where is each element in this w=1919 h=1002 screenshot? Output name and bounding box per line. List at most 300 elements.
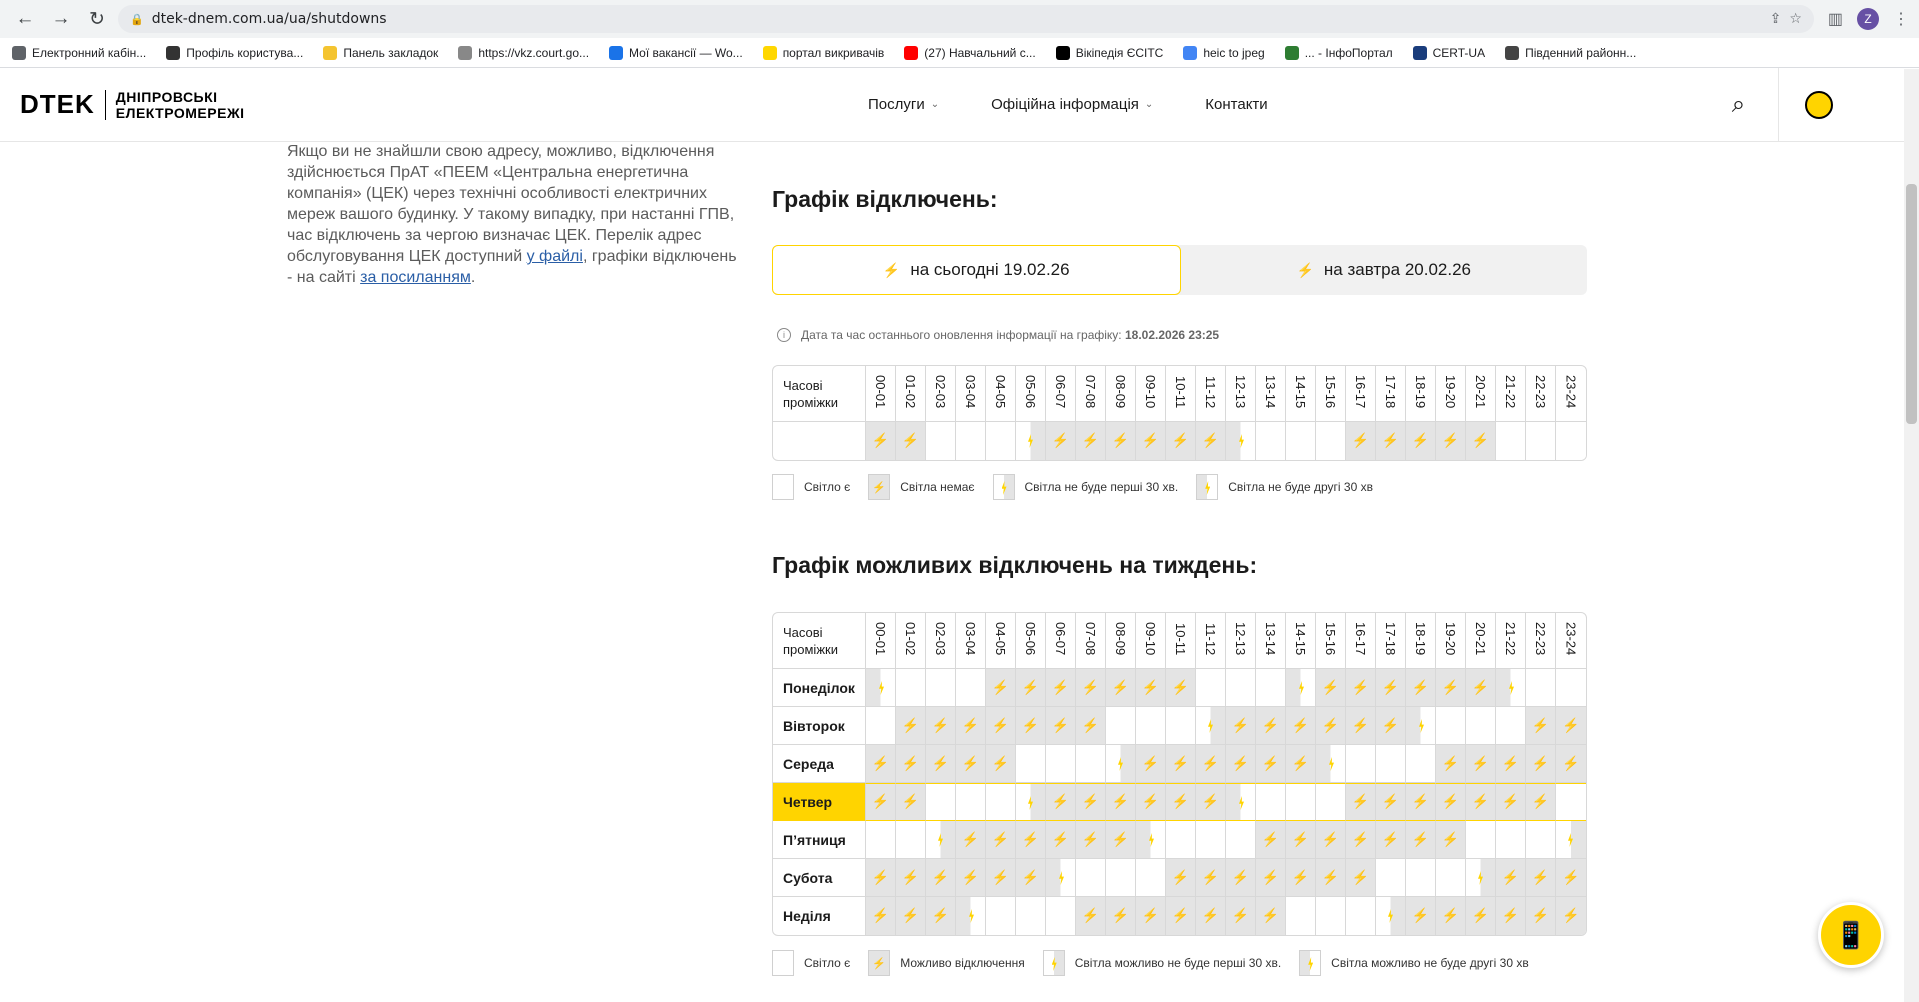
hour-header	[1526, 613, 1556, 669]
slot-power-off	[1136, 422, 1166, 460]
legend-swatch: ⚡	[868, 474, 890, 500]
legend-swatch	[1043, 950, 1065, 976]
slot-power-on	[1346, 897, 1376, 935]
slot-power-off	[1286, 707, 1316, 745]
hour-header	[1196, 366, 1226, 422]
bookmark-label: Мої вакансії — Wo...	[629, 45, 743, 60]
power-off-icon: ⚡	[1081, 432, 1100, 448]
partial-outage-icon	[969, 909, 974, 923]
slot-power-on	[1526, 821, 1556, 859]
power-off-icon: ⚡	[1021, 716, 1040, 733]
sidepanel-icon[interactable]: ▥	[1827, 11, 1843, 28]
power-off-icon: ⚡	[1201, 793, 1220, 809]
menu-dots-icon[interactable]: ⋮	[1893, 11, 1909, 28]
power-off-icon: ⚡	[1381, 678, 1400, 695]
scrollbar-thumb[interactable]	[1906, 184, 1917, 424]
hour-header	[1556, 366, 1586, 422]
slot-power-off	[1436, 897, 1466, 935]
logo-divider	[105, 90, 106, 120]
weekly-schedule-table	[772, 612, 1587, 936]
bookmark-favicon-icon	[323, 46, 337, 60]
reload-icon[interactable]: ↻	[89, 8, 105, 30]
hour-header	[866, 366, 896, 422]
hour-header	[1166, 613, 1196, 669]
partial-outage-icon	[1308, 957, 1313, 971]
hour-header	[1346, 366, 1376, 422]
hour-label: 04-05	[993, 375, 1008, 409]
slot-off-second-half	[1136, 821, 1166, 859]
chat-support-button[interactable]	[1818, 902, 1884, 968]
power-off-icon: ⚡	[1531, 907, 1550, 923]
slot-power-off	[1166, 669, 1196, 707]
power-off-icon: ⚡	[871, 754, 890, 771]
partial-outage-icon	[1299, 681, 1304, 695]
slot-power-off	[1286, 859, 1316, 897]
power-off-icon: ⚡	[901, 793, 920, 809]
bookmark-favicon-icon	[1056, 46, 1070, 60]
bookmark-label: CERT-UA	[1432, 45, 1486, 60]
power-off-icon: ⚡	[1321, 868, 1340, 885]
slot-power-off	[1406, 821, 1436, 859]
power-off-icon: ⚡	[1141, 907, 1160, 923]
hour-header	[926, 366, 956, 422]
bookmark-label: Вікіпедія ЄСІТС	[1075, 45, 1164, 60]
slot-power-on	[1466, 821, 1496, 859]
slot-power-on	[1406, 745, 1436, 783]
bookmark-item[interactable]	[323, 46, 438, 60]
power-off-icon: ⚡	[1562, 868, 1580, 885]
slot-power-off	[986, 669, 1016, 707]
slot-power-on	[986, 897, 1016, 935]
slot-power-off	[1496, 897, 1526, 935]
schedule-title: Графік відключень:	[772, 186, 998, 212]
legend-label: Світло є	[804, 956, 851, 970]
bookmark-item[interactable]	[1505, 46, 1636, 60]
hour-header	[1256, 613, 1286, 669]
bookmark-item[interactable]	[458, 46, 589, 60]
power-off-icon: ⚡	[871, 907, 890, 923]
power-off-icon: ⚡	[1531, 868, 1550, 885]
slot-power-on	[1256, 783, 1286, 821]
slot-power-off	[896, 897, 926, 935]
slot-power-on	[1196, 669, 1226, 707]
hour-label: 18-19	[1413, 375, 1428, 409]
hour-label: 07-08	[1083, 375, 1098, 409]
slot-power-off	[1406, 783, 1436, 821]
power-off-icon: ⚡	[1231, 716, 1250, 733]
slot-power-off	[926, 897, 956, 935]
hour-label: 11-12	[1203, 375, 1218, 409]
legend-label: Світла можливо не буде перші 30 хв.	[1074, 956, 1282, 970]
tab-today[interactable]	[772, 245, 1181, 295]
today-schedule-table	[772, 365, 1587, 461]
legend-swatch	[772, 474, 794, 500]
bookmark-item[interactable]	[166, 46, 303, 60]
power-off-icon: ⚡	[1411, 678, 1430, 695]
back-icon[interactable]: ←	[15, 8, 35, 29]
slot-power-off	[1286, 821, 1316, 859]
bookmark-favicon-icon	[609, 46, 623, 60]
hour-label: 23-24	[1563, 622, 1579, 656]
power-off-icon: ⚡	[1321, 678, 1340, 695]
slot-power-off	[1016, 669, 1046, 707]
slot-power-off	[1196, 859, 1226, 897]
slot-off-second-half	[866, 669, 896, 707]
search-icon[interactable]: ⌕	[1699, 68, 1779, 142]
forward-icon[interactable]: →	[51, 8, 71, 29]
slot-power-on	[1316, 783, 1346, 821]
hour-label: 13-14	[1263, 375, 1278, 409]
slot-power-off	[1286, 745, 1316, 783]
day-row	[773, 859, 1586, 897]
slot-power-off	[1046, 821, 1076, 859]
row-label-empty	[773, 422, 866, 460]
slot-power-off	[956, 821, 986, 859]
slot-power-off	[1076, 783, 1106, 821]
slot-power-off	[1046, 669, 1076, 707]
hour-header	[1016, 613, 1046, 669]
slot-off-second-half	[1496, 669, 1526, 707]
slot-power-on	[1016, 897, 1046, 935]
hour-header	[956, 366, 986, 422]
slot-power-off	[1226, 745, 1256, 783]
slot-power-on	[956, 422, 986, 460]
slot-power-on	[1496, 821, 1526, 859]
power-off-icon: ⚡	[1381, 830, 1400, 847]
bookmark-item[interactable]	[1056, 46, 1164, 60]
bookmark-favicon-icon	[904, 46, 918, 60]
hour-label: 02-03	[933, 622, 948, 656]
menu-official-info[interactable]	[991, 96, 1153, 113]
slot-power-off	[866, 745, 896, 783]
slot-power-off	[1436, 783, 1466, 821]
slot-power-on	[896, 669, 926, 707]
hour-label: 17-18	[1383, 375, 1398, 409]
power-off-icon: ⚡	[1141, 432, 1160, 448]
slot-power-on	[1406, 859, 1436, 897]
slot-power-off	[1466, 783, 1496, 821]
share-icon[interactable]: ⇪	[1769, 11, 1782, 27]
hour-label: 08-09	[1113, 622, 1128, 656]
power-off-icon: ⚡	[1171, 432, 1190, 448]
bookmark-favicon-icon	[1183, 46, 1197, 60]
header-label: Часові	[783, 624, 823, 640]
hour-header	[1046, 366, 1076, 422]
hour-label: 18-19	[1413, 622, 1428, 656]
partial-outage-icon	[1568, 833, 1573, 847]
hour-label: 12-13	[1233, 622, 1248, 656]
hour-label: 22-23	[1533, 622, 1548, 656]
menu-services[interactable]	[868, 96, 939, 113]
legend-swatch	[993, 474, 1015, 500]
hour-label: 15-16	[1323, 375, 1338, 409]
slot-power-off	[1076, 821, 1106, 859]
slot-power-off	[1136, 897, 1166, 935]
hour-label: 01-02	[903, 375, 918, 409]
slot-power-on	[1076, 745, 1106, 783]
legend-item	[868, 950, 1025, 976]
hour-label: 13-14	[1263, 622, 1278, 656]
bookmarks-bar	[0, 38, 1919, 68]
slot-power-off	[1526, 707, 1556, 745]
power-off-icon: ⚡	[931, 868, 950, 885]
slot-power-off	[1226, 897, 1256, 935]
power-off-icon: ⚡	[1411, 830, 1430, 847]
partial-outage-icon	[1388, 909, 1393, 923]
hour-header	[1496, 613, 1526, 669]
slot-off-first-half	[1556, 821, 1586, 859]
bookmark-favicon-icon	[1505, 46, 1519, 60]
hour-label: 20-21	[1473, 375, 1488, 409]
site-link[interactable]: за посиланням	[360, 269, 471, 286]
power-off-icon: ⚡	[1111, 432, 1130, 448]
slot-off-first-half	[926, 821, 956, 859]
power-off-icon: ⚡	[1501, 868, 1520, 885]
hour-label: 07-08	[1083, 622, 1098, 656]
slot-power-off	[986, 707, 1016, 745]
file-link[interactable]: у файлі	[526, 248, 583, 265]
power-off-icon: ⚡	[1141, 754, 1160, 771]
bookmark-label: Електронний кабін...	[32, 45, 147, 60]
slot-power-off	[1346, 821, 1376, 859]
partial-outage-icon	[1028, 796, 1033, 810]
legend-label: Світла можливо не буде другі 30 хв	[1331, 956, 1529, 970]
hour-header	[1466, 613, 1496, 669]
slot-power-on	[1556, 783, 1586, 821]
hour-label: 10-11	[1173, 375, 1188, 409]
slot-power-off	[1166, 745, 1196, 783]
power-off-icon: ⚡	[1562, 754, 1580, 771]
slot-power-off	[1466, 669, 1496, 707]
slot-power-on	[926, 669, 956, 707]
bookmark-item[interactable]	[1285, 46, 1393, 60]
day-name: Четвер	[773, 783, 866, 821]
hour-header	[986, 613, 1016, 669]
power-off-icon: ⚡	[1411, 432, 1430, 448]
bookmark-label: Профіль користува...	[186, 45, 304, 60]
slot-power-off	[1256, 745, 1286, 783]
slot-power-off	[986, 821, 1016, 859]
paragraph-text: , графіки відключень - на сайті	[287, 248, 737, 286]
menu-contacts[interactable]	[1205, 96, 1267, 113]
bookmark-label: Південний районн...	[1525, 45, 1637, 60]
power-off-icon: ⚡	[871, 793, 890, 809]
slot-power-on	[1436, 859, 1466, 897]
bookmark-label: Панель закладок	[343, 45, 439, 60]
power-off-icon: ⚡	[1296, 261, 1314, 278]
slot-power-off	[1256, 707, 1286, 745]
slot-off-first-half	[1016, 422, 1046, 460]
power-off-icon: ⚡	[961, 830, 980, 847]
slot-power-off	[1046, 783, 1076, 821]
power-off-icon: ⚡	[1531, 793, 1550, 809]
slot-power-off	[1166, 783, 1196, 821]
slot-power-off	[1076, 422, 1106, 460]
hour-label: 06-07	[1053, 622, 1068, 656]
hour-header	[926, 613, 956, 669]
hour-label: 16-17	[1353, 375, 1368, 409]
legend-item	[1196, 474, 1373, 500]
slot-power-off	[896, 422, 926, 460]
logo-company-name	[116, 89, 245, 121]
partial-outage-icon	[1059, 871, 1064, 885]
bookmark-item[interactable]	[1183, 46, 1264, 60]
bookmark-item[interactable]	[12, 46, 146, 60]
bookmark-favicon-icon	[763, 46, 777, 60]
hour-header	[866, 613, 896, 669]
slot-power-off	[1136, 783, 1166, 821]
hour-header	[1376, 613, 1406, 669]
slot-power-off	[1436, 745, 1466, 783]
update-info	[777, 328, 1219, 342]
power-off-icon: ⚡	[1171, 868, 1190, 885]
hour-label: 17-18	[1383, 622, 1398, 656]
slot-power-on	[1256, 669, 1286, 707]
slot-power-off	[1406, 422, 1436, 460]
profile-avatar[interactable]: Z	[1857, 8, 1879, 30]
power-off-icon: ⚡	[1471, 754, 1490, 771]
slot-power-off	[1556, 859, 1586, 897]
legend-item	[1299, 950, 1529, 976]
slot-off-second-half	[1406, 707, 1436, 745]
legend-label: Світло є	[804, 480, 851, 494]
time-slots-header	[773, 613, 866, 669]
hour-header	[1316, 366, 1346, 422]
chevron-down-icon: ⌄	[930, 99, 940, 110]
paragraph-text: Якщо ви не знайшли свою адресу, можливо, відключення здійснюється ПрАТ «ПЕЕМ «Центральна енергетична компанія» (ЦЕК) через технічні особливості електричних мереж вашого будинку. У такому випадку, при настанні ГПВ, час відключень за чергою визначає ЦЕК. Перелік адрес обслуговування ЦЕК доступний	[287, 143, 735, 265]
power-off-icon: ⚡	[1201, 432, 1220, 448]
power-off-icon: ⚡	[1501, 754, 1520, 771]
hour-header	[1526, 366, 1556, 422]
slot-power-off	[1226, 859, 1256, 897]
power-off-icon: ⚡	[1261, 907, 1280, 923]
slot-power-on	[1376, 859, 1406, 897]
power-off-icon: ⚡	[1021, 678, 1040, 695]
power-off-icon: ⚡	[1081, 678, 1100, 695]
power-off-icon: ⚡	[1051, 678, 1070, 695]
paragraph-text: .	[470, 269, 476, 286]
slot-power-off	[866, 859, 896, 897]
hour-label: 02-03	[933, 375, 948, 409]
slot-power-off	[956, 707, 986, 745]
slot-power-off	[1346, 783, 1376, 821]
header-label: Часові	[783, 377, 823, 393]
slot-power-off	[1046, 422, 1076, 460]
slot-power-off	[1226, 707, 1256, 745]
hour-label: 11-12	[1203, 622, 1218, 656]
info-icon: i	[777, 328, 791, 342]
tab-tomorrow[interactable]	[1181, 245, 1588, 295]
partial-outage-icon	[1329, 757, 1334, 771]
hour-label: 20-21	[1473, 622, 1488, 656]
power-off-icon: ⚡	[1351, 830, 1370, 847]
slot-power-on	[1316, 422, 1346, 460]
user-account-icon[interactable]	[1779, 68, 1859, 142]
hour-label: 19-20	[1443, 622, 1458, 656]
hour-header	[1106, 366, 1136, 422]
address-bar[interactable]	[118, 5, 1814, 33]
power-off-icon: ⚡	[991, 830, 1010, 847]
hour-label: 15-16	[1323, 622, 1338, 656]
slot-power-on	[1046, 897, 1076, 935]
slot-power-off	[1436, 821, 1466, 859]
bookmark-item[interactable]	[1413, 46, 1485, 60]
hour-header	[1226, 613, 1256, 669]
dtek-logo[interactable]	[20, 89, 245, 121]
power-off-icon: ⚡	[1441, 754, 1460, 771]
power-off-icon: ⚡	[1261, 716, 1280, 733]
star-icon[interactable]: ☆	[1789, 11, 1802, 27]
slot-power-off	[1526, 859, 1556, 897]
slot-power-off	[1106, 821, 1136, 859]
slot-power-on	[1376, 745, 1406, 783]
day-row	[773, 745, 1586, 783]
bookmark-item[interactable]	[904, 46, 1035, 60]
slot-power-on	[926, 783, 956, 821]
power-off-icon: ⚡	[1441, 830, 1460, 847]
header-label: проміжки	[783, 641, 838, 657]
slot-power-on	[1556, 669, 1586, 707]
hour-label: 21-22	[1503, 622, 1518, 656]
hour-header	[956, 613, 986, 669]
hour-label: 09-10	[1143, 622, 1158, 656]
bookmark-label: портал викривачів	[782, 45, 885, 60]
slot-power-off	[1346, 707, 1376, 745]
hour-label: 19-20	[1443, 375, 1458, 409]
slot-power-on	[866, 821, 896, 859]
hour-label: 03-04	[963, 375, 978, 409]
partial-outage-icon	[938, 833, 943, 847]
power-off-icon: ⚡	[1081, 793, 1100, 809]
power-off-icon: ⚡	[961, 868, 980, 885]
hour-header	[1016, 366, 1046, 422]
update-timestamp: 18.02.2026 23:25	[1125, 328, 1220, 342]
power-off-icon: ⚡	[991, 868, 1010, 885]
day-row	[773, 821, 1586, 859]
slot-power-off	[1076, 897, 1106, 935]
power-off-icon: ⚡	[991, 716, 1010, 733]
slot-power-off	[1316, 859, 1346, 897]
hour-label: 06-07	[1053, 375, 1068, 409]
slot-off-second-half	[1286, 669, 1316, 707]
hour-header	[1436, 613, 1466, 669]
power-off-icon: ⚡	[1141, 678, 1160, 695]
bookmark-item[interactable]	[609, 46, 743, 60]
header-label: проміжки	[783, 394, 838, 410]
power-off-icon: ⚡	[1111, 678, 1130, 695]
power-off-icon: ⚡	[961, 754, 980, 771]
page-scrollbar[interactable]	[1904, 69, 1919, 1002]
hour-header	[1196, 613, 1226, 669]
slot-off-second-half	[956, 897, 986, 935]
hour-label: 08-09	[1113, 375, 1128, 409]
legend-label: Можливо відключення	[900, 956, 1025, 970]
power-off-icon: ⚡	[1111, 830, 1130, 847]
hour-label: 03-04	[963, 622, 978, 656]
power-off-icon: ⚡	[1231, 868, 1250, 885]
bookmark-item[interactable]	[763, 46, 885, 60]
partial-outage-icon	[1239, 796, 1244, 810]
partial-outage-icon	[1208, 719, 1213, 733]
slot-power-off	[1466, 745, 1496, 783]
slot-power-off	[1106, 897, 1136, 935]
power-off-icon: ⚡	[1562, 907, 1580, 923]
slot-off-first-half	[1106, 745, 1136, 783]
legend-label: Світла немає	[900, 480, 975, 494]
power-off-icon: ⚡	[1081, 716, 1100, 733]
slot-power-off	[1106, 783, 1136, 821]
partial-outage-icon	[1118, 757, 1123, 771]
